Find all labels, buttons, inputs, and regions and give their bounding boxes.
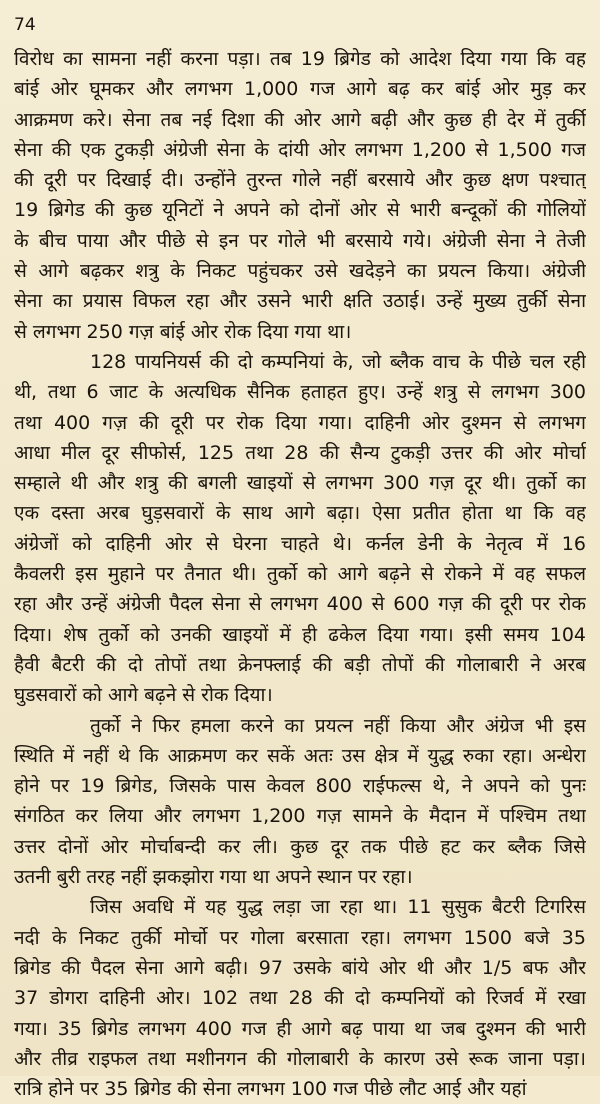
text-line: से आगे बढ़कर शत्रु के निकट पहुंचकर उसे खदेड़ने का प्रयत्न किया। अंग्रेजी [14,260,586,283]
text-line: गया। 35 ब्रिगेड लगभग 400 गज ही आगे बढ़ पाया था जब दुश्मन की भारी [14,1017,586,1040]
text-line: रहा और उन्हें अंग्रेजी पैदल सेना से लगभग 400 से 600 गज़ की दूरी पर रोक [14,593,586,616]
text-line: आक्रमण करे। सेना तब नई दिशा की ओर आगे बढ़ी और कुछ ही देर में तुर्की [14,108,586,131]
paragraph [14,44,586,347]
text-line: 37 डोगरा दाहिनी ओर। 102 तथा 28 की दो कम्पनियों को रिजर्व में रखा [14,987,586,1010]
text-line: 128 पायनियर्स की दो कम्पनियां के, जो ब्लैक वाच के पीछे चल रही [90,350,586,373]
text-line: घुडसवारों को आगे बढ़ने से रोक दिया। [14,684,273,707]
text-line: कैवलरी इस मुहाने पर तैनात थी। तुर्को को आगे बढ़ने से रोकने में वह सफल [14,563,586,586]
text-line: अंग्रेजों को दाहिनी ओर से घेरना चाहते थे। कर्नल डेनी के नेतृत्व में 16 [14,532,586,555]
text-line: की दूरी पर दिखाई दी। उन्होंने तुरन्त गोले नहीं बरसाये और कुछ क्षण पश्चात् [14,169,586,192]
text-line: बांई ओर घूमकर और लगभग 1,000 गज आगे बढ़ कर बांई ओर मुड़ कर [14,78,586,101]
text-line: तुर्को ने फिर हमला करने का प्रयत्न नहीं किया और अंग्रेज भी इस [90,714,586,737]
text-line: और तीव्र राइफल तथा मशीनगन की गोलाबारी के कारण उसे रूक जाना पड़ा। [14,1047,586,1070]
text-line: विरोध का सामना नहीं करना पड़ा। तब 19 ब्रिगेड को आदेश दिया गया कि वह [14,48,586,70]
text-line: जिस अवधि में यह युद्ध लड़ा जा रहा था। 11 सुसुक बैटरी टिगरिस [90,896,586,919]
text-line: सेना की एक टुकड़ी अंग्रेजी सेना के दांयी ओर लगभग 1,200 से 1,500 गज [14,138,586,161]
text-line: ब्रिगेड की पैदल सेना आगे बढ़ी। 97 उसके बांये ओर थी और 1/5 बफ और [14,956,586,979]
text-line: नदी के निकट तुर्की मोर्चो पर गोला बरसाता रहा। लगभग 1500 बजे 35 [14,926,586,949]
text-line: उतनी बुरी तरह नहीं झकझोरा गया था अपने स्थान पर रहा। [14,866,413,889]
text-line: दिया। शेष तुर्को को उनकी खाइयों में ही ढकेल दिया गया। इसी समय 104 [14,623,586,646]
text-line: 19 ब्रिगेड की कुछ यूनिटों ने अपने को दोनों ओर से भारी बन्दूकों की गोलियों [14,199,586,222]
text-line: सम्हाले थी और शत्रु की बगली खाइयों से लगभग 300 गज़ दूर थी। तुर्को का [14,472,586,495]
page-number: 74 [14,15,36,35]
text-line: रात्रि होने पर 35 ब्रिगेड की सेना लगभग 100 गज पीछे लौट आई और यहां [14,1078,527,1101]
text-line: सेना का प्रयास विफल रहा और उसने भारी क्षति उठाई। उन्हें मुख्य तुर्की सेना [14,290,586,313]
paragraph [14,892,586,1104]
text-line: हैवी बैटरी की दो तोपों तथा क्रेनफ्लाई की बड़ी तोपों की गोलाबारी ने अरब [14,653,586,676]
text-line: से लगभग 250 गज़ बांई ओर रोक दिया गया था। [14,320,352,343]
text-line: स्थिति में नहीं थे कि आक्रमण कर सकें अतः उस क्षेत्र में युद्ध रुका रहा। अन्धेरा [14,744,586,767]
paragraph [14,711,586,893]
text-line: उत्तर दोनों ओर मोर्चाबन्दी कर ली। कुछ दूर तक पीछे हट कर ब्लैक जिसे [14,835,586,858]
text-line: तथा 400 गज़ की दूरी पर रोक दिया गया। दाहिनी ओर दुश्मन से लगभग [14,411,586,434]
text-line: थी, तथा 6 जाट के अत्यधिक सैनिक हताहत हुए। उन्हें शत्रु से लगभग 300 [14,381,586,404]
page-body [14,44,586,1104]
text-line: होने पर 19 ब्रिगेड, जिसके पास केवल 800 राईफल्स थे, ने अपने को पुनः [14,775,586,798]
text-line: के बीच पाया और पीछे से इन पर गोले भी बरसाये गये। अंग्रेजी सेना ने तेजी [14,229,586,252]
text-line: संगठित कर लिया और लगभग 1,200 गज़ सामने के मैदान में पश्चिम तथा [14,805,586,828]
paragraph [14,347,586,711]
text-line: आधा मील दूर सीफोर्स, 125 तथा 28 की सैन्य टुकड़ी उत्तर की ओर मोर्चा [14,441,586,464]
text-line: एक दस्ता अरब घुड़सवारों के साथ आगे बढ़ा। ऐसा प्रतीत होता था कि वह [14,502,586,525]
